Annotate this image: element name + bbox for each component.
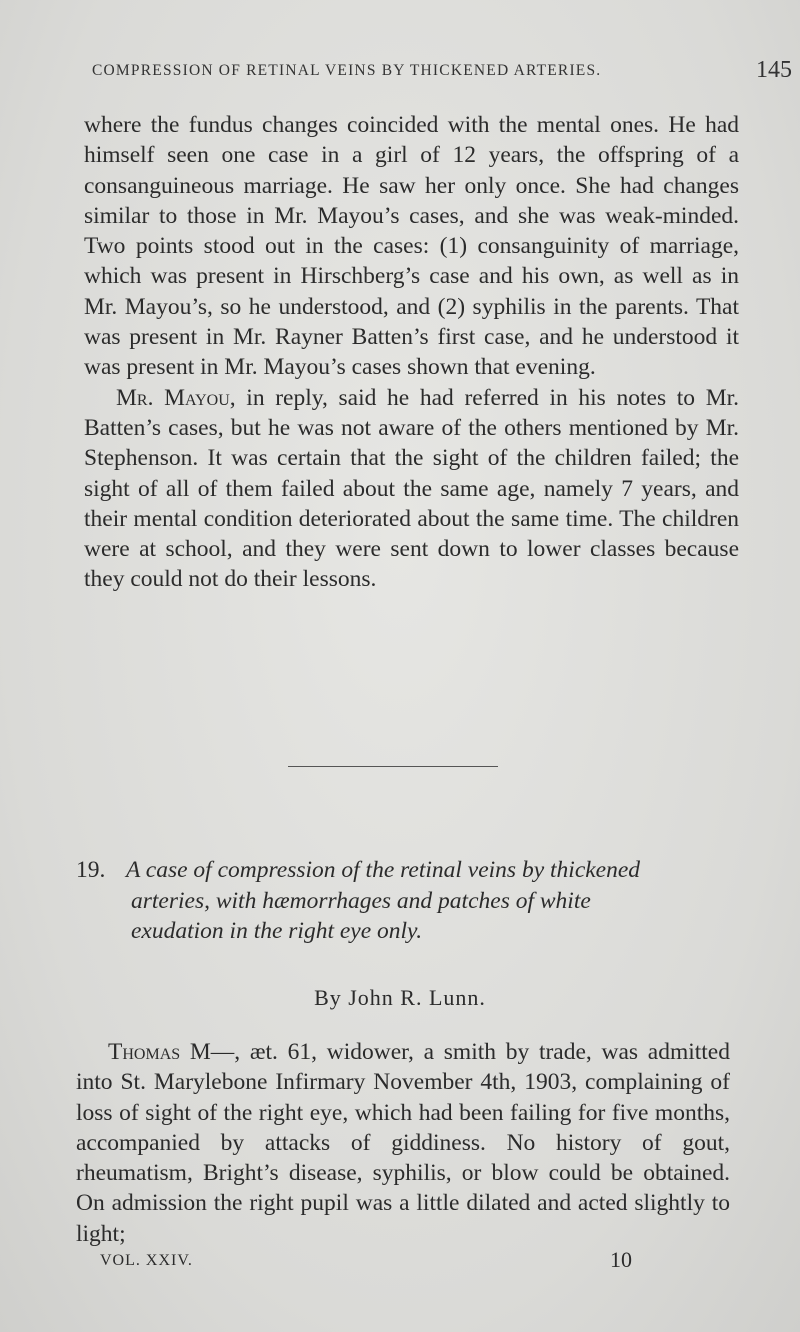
- page-number: 145: [756, 57, 792, 83]
- text-line: classes because they could not do their lessons.: [84, 536, 739, 593]
- reply-paragraph: [84, 383, 739, 595]
- text-line: had been failing for five months, accompanied by attacks: [76, 1099, 730, 1156]
- text-line: offspring of a consanguineous marriage. He saw her: [84, 142, 740, 199]
- text-line: failed about the same age, namely 7 years, and their: [84, 475, 740, 532]
- text-line: , æt. 61, widower, a smith by trade, was: [234, 1039, 639, 1065]
- text-line: cases shown that evening.: [351, 354, 596, 381]
- text-line: to Mr. Batten’s cases, but he was not aware of the others: [84, 384, 740, 441]
- volume-label: VOL. XXIV.: [100, 1252, 193, 1269]
- author-byline: By John R. Lunn.: [314, 985, 486, 1010]
- section-divider: [288, 766, 498, 767]
- text-line: Mayou’s cases, and she was weak-minded. Two points: [84, 202, 740, 260]
- case-paragraph: [76, 1037, 730, 1249]
- text-line: in the parents. That was present in Mr. Rayner Batten’s: [84, 293, 740, 351]
- text-line: , in reply, said he had referred in his notes: [229, 384, 667, 411]
- running-head: [92, 57, 792, 83]
- text-line: the right pupil was a little dilated and acted slightly to light;: [76, 1190, 730, 1247]
- text-line: first case, and he understood it was present in Mr. Mayou’s: [84, 324, 740, 381]
- title-line: exudation in the right eye only.: [131, 918, 423, 944]
- text-line: stood out in the cases: (1) consanguinity of marriage,: [203, 233, 740, 260]
- text-line: of giddiness. No history of gout, rheumatism, Bright’s: [76, 1129, 730, 1187]
- reply-speaker: Mr. Mayou: [116, 384, 230, 411]
- page-footer: [100, 1247, 660, 1272]
- text-line: He had himself seen one case in a girl of 12 years, the: [84, 112, 740, 169]
- text-line: which was present in Hirschberg’s case and his own, as: [84, 263, 634, 290]
- text-line: children were at school, and they were sent down to lower: [84, 505, 740, 563]
- article-number: 19.: [76, 857, 106, 883]
- text-line: where the fundus changes coincided with the mental ones.: [84, 112, 660, 138]
- patient-name: Thomas M—: [108, 1039, 235, 1065]
- signature-mark: 10: [610, 1247, 632, 1272]
- text-line: mentioned by Mr. Stephenson. It was certain that the: [84, 414, 740, 472]
- title-line: A case of compression of the retinal veins by thickened: [126, 857, 641, 883]
- text-line: mental condition deteriorated about the same time. The: [133, 505, 656, 532]
- discussion-paragraph: [84, 110, 739, 383]
- text-line: admitted into St. Marylebone Infirmary November 4th,: [76, 1039, 730, 1096]
- text-line: sight of the children failed; the sight of all of them: [84, 445, 739, 502]
- running-title: COMPRESSION OF RETINAL VEINS BY THICKENED ARTERIES.: [92, 62, 602, 79]
- discussion-text: [84, 110, 739, 595]
- text-line: 1903, complaining of loss of sight of the right eye, which: [76, 1069, 730, 1126]
- text-line: only once. She had changes similar to those in Mr.: [84, 172, 739, 229]
- article-body: [76, 1037, 730, 1249]
- article-title: [76, 855, 736, 947]
- text-line: well as in Mr. Mayou’s, so he understood, and (2) syphilis: [84, 263, 739, 320]
- text-line: disease, syphilis, or blow could be obtained. On admission: [76, 1160, 731, 1217]
- title-line: arteries, with hæmorrhages and patches of white: [131, 887, 591, 914]
